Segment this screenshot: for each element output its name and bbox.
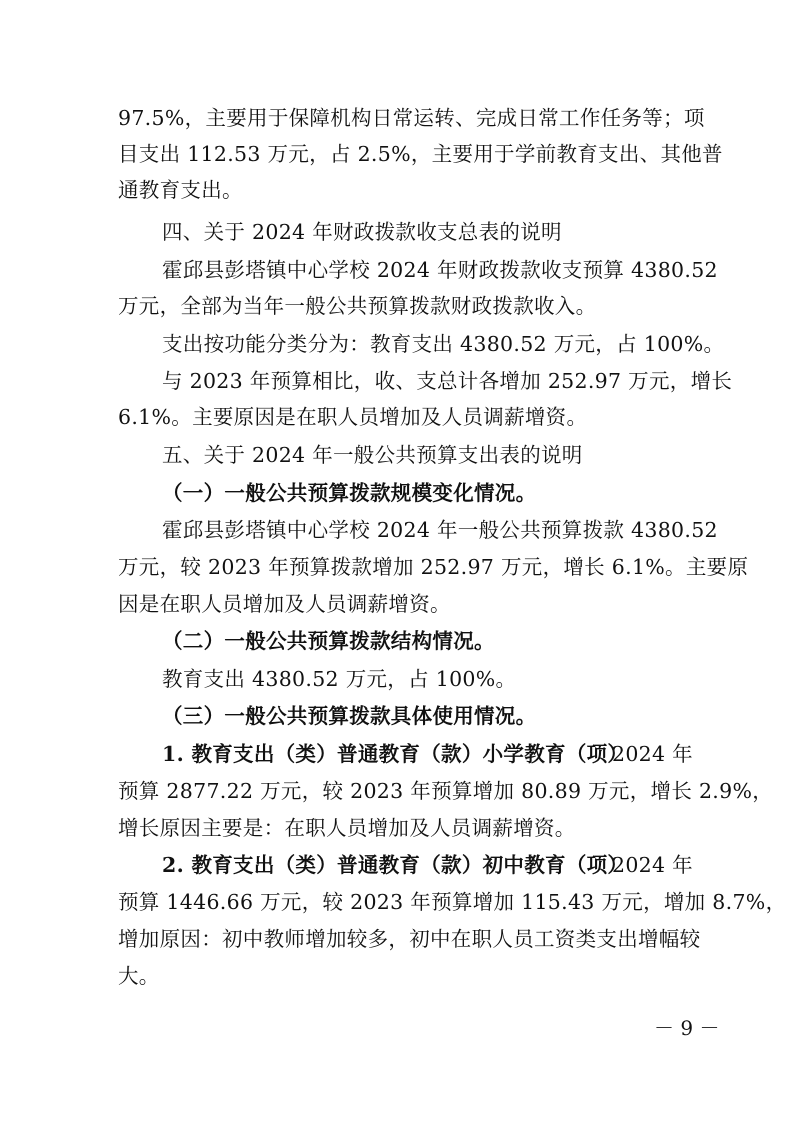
paragraph-line: 97.5%，主要用于保障机构日常运转、完成日常工作任务等；项 <box>118 106 705 130</box>
item-2-heading: 2. 教育支出（类）普通教育（款）初中教育（项） <box>162 853 629 877</box>
section-heading-5: 五、关于 2024 年一般公共预算支出表的说明 <box>162 443 583 467</box>
subheading-3: （三）一般公共预算拨款具体使用情况。 <box>162 704 537 728</box>
page-number: － 9 － <box>654 1016 720 1040</box>
item-1-heading: 1. 教育支出（类）普通教育（款）小学教育（项） <box>162 742 629 766</box>
paragraph-line: 教育支出 4380.52 万元，占 100%。 <box>162 667 517 691</box>
item-2-year: 2024 年 <box>612 853 693 877</box>
paragraph-line: 霍邱县彭塔镇中心学校 2024 年财政拨款收支预算 4380.52 <box>162 258 718 282</box>
paragraph-line: 预算 2877.22 万元，较 2023 年预算增加 80.89 万元，增长 2.9%， <box>118 779 774 803</box>
section-heading-4: 四、关于 2024 年财政拨款收支总表的说明 <box>162 220 562 244</box>
paragraph-line: 因是在职人员增加及人员调薪增资。 <box>118 592 451 616</box>
paragraph-line: 增加原因：初中教师增加较多，初中在职人员工资类支出增幅较 <box>118 927 701 951</box>
paragraph-line: 增长原因主要是：在职人员增加及人员调薪增资。 <box>118 816 576 840</box>
paragraph-line: 霍邱县彭塔镇中心学校 2024 年一般公共预算拨款 4380.52 <box>162 518 718 542</box>
paragraph-line: 6.1%。主要原因是在职人员增加及人员调薪增资。 <box>118 405 588 429</box>
paragraph-line: 支出按功能分类分为：教育支出 4380.52 万元，占 100%。 <box>162 332 725 356</box>
paragraph-line: 万元，较 2023 年预算拨款增加 252.97 万元，增长 6.1%。主要原 <box>118 555 749 579</box>
paragraph-line: 目支出 112.53 万元，占 2.5%，主要用于学前教育支出、其他普 <box>118 142 723 166</box>
item-1-year: 2024 年 <box>612 742 693 766</box>
paragraph-line: 通教育支出。 <box>118 178 243 202</box>
paragraph-line: 万元，全部为当年一般公共预算拨款财政拨款收入。 <box>118 294 597 318</box>
paragraph-line: 大。 <box>118 964 160 988</box>
subheading-1: （一）一般公共预算拨款规模变化情况。 <box>162 481 537 505</box>
subheading-2: （二）一般公共预算拨款结构情况。 <box>162 629 495 653</box>
paragraph-line: 与 2023 年预算相比，收、支总计各增加 252.97 万元，增长 <box>162 369 733 393</box>
paragraph-line: 预算 1446.66 万元，较 2023 年预算增加 115.43 万元，增加 8.7%， <box>118 890 787 914</box>
